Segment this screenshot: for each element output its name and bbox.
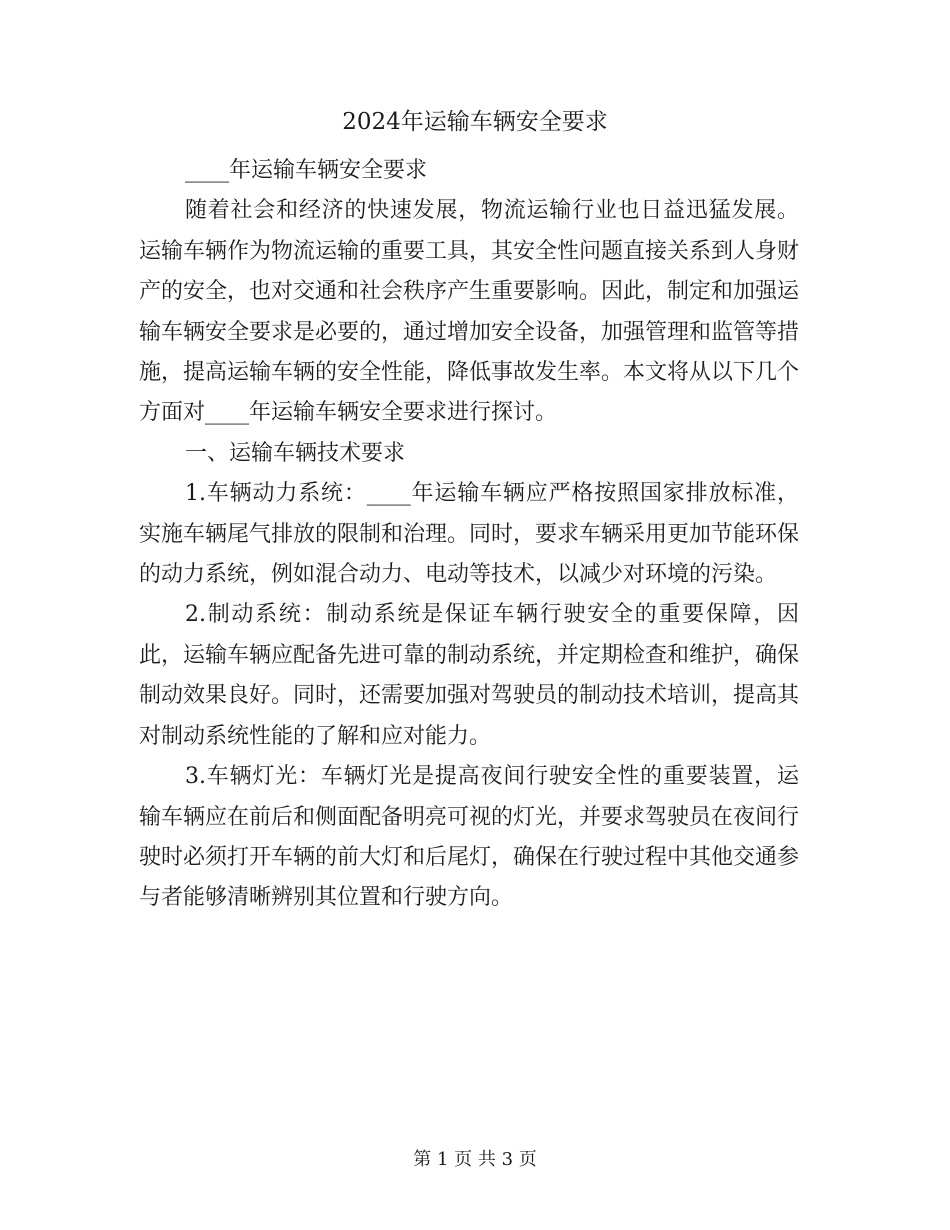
paragraph-subtitle: ____年运输车辆安全要求	[185, 158, 428, 183]
paragraph-item-1: 1.车辆动力系统：____年运输车辆应严格按照国家排放标准，实施车辆尾气排放的限制和治理。同时，要求车辆采用更加节能环保的动力系统，例如混合动力、电动等技术，以减少对环境的污染。	[139, 481, 800, 588]
page-footer: 第 1 页 共 3 页	[413, 1149, 537, 1170]
paragraph-item-2: 2.制动系统：制动系统是保证车辆行驶安全的重要保障，因此，运输车辆应配备先进可靠的制动系统，并定期检查和维护，确保制动效果良好。同时，还需要加强对驾驶员的制动技术培训，提高其对制动系统性能的了解和应对能力。	[139, 602, 800, 749]
paragraph-item-3: 3.车辆灯光：车辆灯光是提高夜间行驶安全性的重要装置，运输车辆应在前后和侧面配备明亮可视的灯光，并要求驾驶员在夜间行驶时必须打开车辆的前大灯和后尾灯，确保在行驶过程中其他交通参与者能够清晰辨别其位置和行驶方向。	[139, 764, 800, 911]
document-body	[139, 151, 799, 919]
paragraph-intro: 随着社会和经济的快速发展，物流运输行业也日益迅猛发展。运输车辆作为物流运输的重要工具，其安全性问题直接关系到人身财产的安全，也对交通和社会秩序产生重要影响。因此，制定和加强运输车辆安全要求是必要的，通过增加安全设备，加强管理和监管等措施，提高运输车辆的安全性能，降低事故发生率。本文将从以下几个方面对____年运输车辆安全要求进行探讨。	[139, 198, 800, 426]
section-heading: 一、运输车辆技术要求	[185, 440, 406, 466]
document-title: 2024年运输车辆安全要求	[342, 109, 608, 135]
